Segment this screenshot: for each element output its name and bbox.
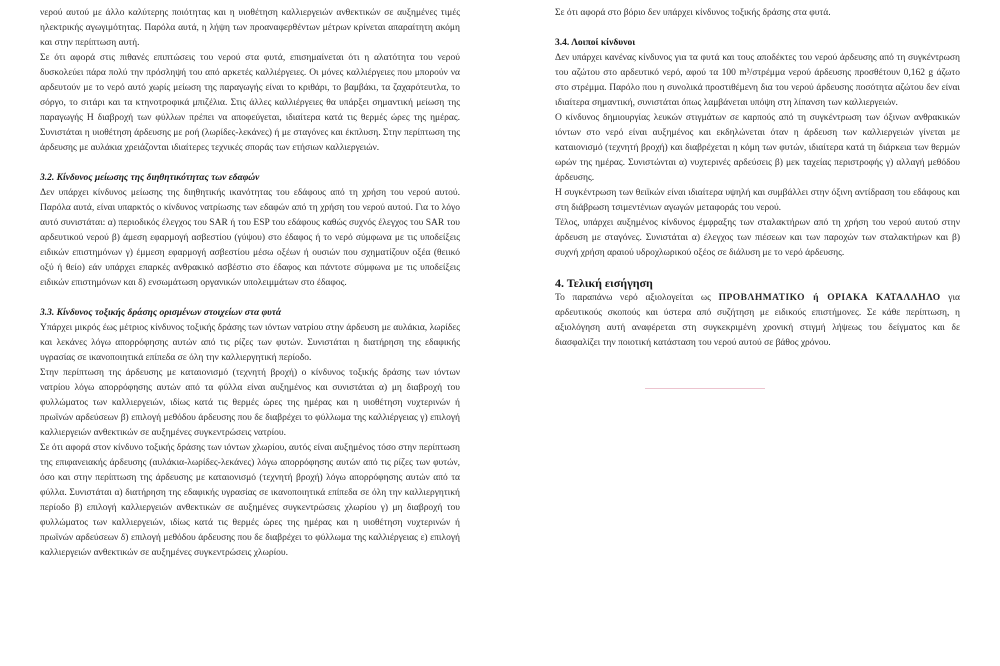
paragraph-water-quality-intro: νερού αυτού με άλλο καλύτερης ποιότητας και η υιοθέτηση καλλιεργειών ανθεκτικών σε αυξημένες τιμές ηλεκτρικής αγωγιμότητας. Παρόλα αυτά, η λήψη των προαναφερθέντων μέτρων κρίνεται απαραίτητη ακόμη και στην περίπτωση αυτή. xyxy=(40,8,460,48)
left-column xyxy=(40,0,460,561)
paragraph-chloride-risk: Σε ότι αφορά στον κίνδυνο τοξικής δράσης των ιόντων χλωρίου, αυτός είναι αυξημένος τόσο στην περίπτωση της επιφανειακής άρδευσης (αυλάκια-λωρίδες-λεκάνες) λόγω απορρόφησης αυτών από τις ρίζες των φυτών, όσο και στην περίπτωση της άρδευσης με καταιονισμό (τεχνητή βροχή) λόγω απορρόφησης αυτών από τα φύλλα. Συνιστάται α) διατήρηση της εδαφικής υγρασίας σε ικανοποιητικά επίπεδα σε όλη την καλλιεργητική περίοδο β) επιλογή καλλιεργειών ανθεκτικών σε αυξημένες συγκεντρώσεις χλωρίου γ) μη διαβροχή του φυλλώματος των καλλιεργειών, ιδίως κατά τις θερμές ώρες της ημέρας και η υιοθέτηση νυχτερινών ή πρωϊνών αρδεύσεων δ) επιλογή μεθόδου άρδευσης που δε διαβρέχει το φύλλωμα της καλλιέργειας ε) επιλογή καλλιεργειών ανθεκτικών σε αυξημένες συγκεντρώσεις χλωρίου. xyxy=(40,443,460,558)
final-text-end: για αρδευτικούς σκοπούς και ύστερα από συζήτηση με ειδικούς επιστήμονες. Σε κάθε περίπτωση, η αξιολόγηση αυτή αναφέρεται στη συγκεκριμένη χρονική στιγμή λήψεως του δείγματος και δε διασφαλίζει την ποιοτική κατάσταση του νερού αυτού σε βάθος χρόνου. xyxy=(555,293,961,348)
decorative-underline xyxy=(645,388,765,389)
heading-4-final: 4. Τελική εισήγηση xyxy=(555,276,653,290)
paragraph-infiltration-risk: Δεν υπάρχει κίνδυνος μείωσης της διηθητικής ικανότητας του εδάφους από τη χρήση του νερού αυτού. Παρόλα αυτά, είναι υπαρκτός ο κίνδυνος νατρίωσης των εδαφών από τη χρήση του νερού αυτού. Για το λόγο αυτό συνιστάται: α) περιοδικός έλεγχος του SAR ή του ESP του εδάφους καθώς συχνός έλεγχος του SAR του αρδευτικού νερού β) άμεση εφαρμογή ασβεστίου (γύψου) στο έδαφος ή το νερό σύμφωνα με τις υποδείξεις ειδικών επιστημόνων γ) έμμεση εφαρμογή ασβεστίου μέσω οξέων ή ουσιών που σχηματίζουν οξέα (θειικό οξύ ή θείο) εάν υπάρχει επαρκές ανθρακικό ασβέστιο στο έδαφος και πάντοτε σύμφωνα με τις υποδείξεις ειδικών επιστημόνων και δ) ενσωμάτωση οργανικών υπολειμμάτων στο έδαφος. xyxy=(40,188,460,288)
heading-3-2: 3.2. Κίνδυνος μείωσης της διηθητικότητας των εδαφών xyxy=(40,173,260,183)
paragraph-salinity-effects: Σε ότι αφορά στις πιθανές επιπτώσεις του νερού στα φυτά, επισημαίνεται ότι η αλατότητα του νερού δυσκολεύει πάρα πολύ την πρόσληψή του από αρκετές καλλιέργειες. Οι μόνες καλλιέργειες που μπορούν να αρδευτούν με το νερό αυτό χωρίς μείωση της παραγωγής είναι το κριθάρι, το βαμβάκι, τα ζαχαρότευτλα, το σόργο, το σιτάρι και τα κτηνοτροφικά μπιζέλια. Στις άλλες καλλιέργειες θα υπάρξει σημαντική μείωση της παραγωγής Η διαβροχή των φύλλων πρέπει να αποφεύγεται, ιδιαίτερα κατά τις θερμές ώρες της ημέρας. Συνιστάται η υιοθέτηση άρδευσης με ροή (λωρίδες-λεκάνες) ή με σταγόνες και έκπλυση. Στην περίπτωση της άρδευσης με αυλάκια χρειάζονται ιδιαίτερες τεχνικές σποράς των ετήσιων καλλιεργειών. xyxy=(40,53,460,153)
heading-3-4: 3.4. Λοιποί κίνδυνοι xyxy=(555,38,636,48)
final-verdict: ΠΡΟΒΛΗΜΑΤΙΚΟ ή ΟΡΙΑΚΑ ΚΑΤΑΛΛΗΛΟ xyxy=(718,293,941,303)
heading-3-3: 3.3. Κίνδυνος τοξικής δράσης ορισμένων στοιχείων στα φυτά xyxy=(40,308,282,318)
right-column xyxy=(555,0,960,351)
final-text-start: Το παραπάνω νερό αξιολογείται ως xyxy=(555,293,719,303)
paragraph-sodium-surface: Υπάρχει μικρός έως μέτριος κίνδυνος τοξικής δράσης των ιόντων νατρίου στην άρδευση με αυλάκια, λωρίδες και λεκάνες λόγω απορρόφησης αυτών από τις ρίζες των φυτών. Συνιστάται η διατήρηση της εδαφικής υγρασίας σε ικανοποιητικά επίπεδα σε όλη την καλλιεργητική περίοδο. xyxy=(40,323,460,363)
paragraph-boron: Σε ότι αφορά στο βόριο δεν υπάρχει κίνδυνος τοξικής δράσης στα φυτά. xyxy=(555,8,831,18)
paragraph-final-recommendation xyxy=(555,291,960,351)
paragraph-sodium-sprinkler: Στην περίπτωση της άρδευσης με καταιονισμό (τεχνητή βροχή) ο κίνδυνος τοξικής δράσης των ιόντων νατρίου λόγω απορρόφησης αυτών από τα φύλλα είναι αυξημένος και συνιστάται α) μη διαβροχή του φυλλώματος των καλλιεργειών, ιδίως κατά τις θερμές ώρες της ημέρας και η υιοθέτηση νυχτερινών ή πρωϊνών αρδεύσεων β) επιλογή μεθόδου άρδευσης που δε διαβρέχει το φύλλωμα της καλλιέργειας γ) επιλογή καλλιεργειών ανθεκτικών σε αυξημένες συγκεντρώσεις νατρίου. xyxy=(40,368,460,438)
paragraph-bicarbonate: Ο κίνδυνος δημιουργίας λευκών στιγμάτων σε καρπούς από τη συγκέντρωση των όξινων ανθρακικών ιόντων στο νερό είναι αυξημένος και εκδηλώνεται όταν η άρδευση των καλλιεργειών γίνεται με καταιονισμό (τεχνητή βροχή) και διαβρέχεται η κόμη των φυτών, ιδιαίτερα κατά τη διάρκεια των θερμών ωρών της ημέρας. Συνιστώνται α) νυχτερινές αρδεύσεις β) μεκ ταχείας περιστροφής γ) αλλαγή μεθόδου άρδευσης. xyxy=(555,113,960,183)
paragraph-dripper-clogging: Τέλος, υπάρχει αυξημένος κίνδυνος έμφραξης των σταλακτήρων από τη χρήση του νερού αυτού στην άρδευση με σταγόνες. Συνιστάται α) έλεγχος των πιέσεων και των παροχών των σταλακτήρων και β) συχνή χρήση αραιού υδροχλωρικού οξέος σε διάλυση με το νερό άρδευσης. xyxy=(555,218,960,258)
paragraph-sulfate: Η συγκέντρωση των θειϊκών είναι ιδιαίτερα υψηλή και συμβάλλει στην όξινη αντίδραση του εδάφους και στη διάβρωση τσιμεντένιων αγωγών μεταφοράς του νερού. xyxy=(555,188,960,213)
paragraph-nitrogen: Δεν υπάρχει κανένας κίνδυνος για τα φυτά και τους αποδέκτες του νερού άρδευσης από τη συγκέντρωση του αζώτου στο αρδευτικό νερό, αφού τα 100 m³/στρέμμα νερού άρδευσης προσθέτουν 0,162 g άζωτο στο στρέμμα. Παρόλο που η συνολικά προστιθέμενη δια του νερού άρδευσης ποσότητα αζώτου δεν είναι ιδιαίτερα σημαντική, συνιστάται όπως λαμβάνεται υπόψη στη λίπανση των καλλιεργειών. xyxy=(555,53,960,108)
